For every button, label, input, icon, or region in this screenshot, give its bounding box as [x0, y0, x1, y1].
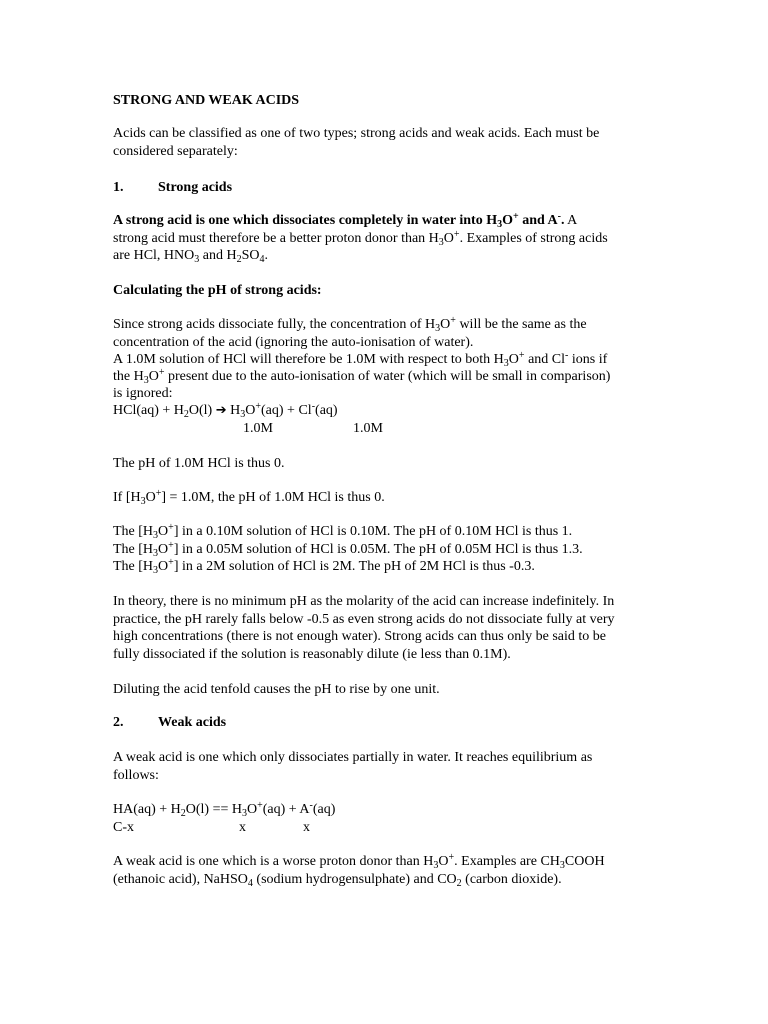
example-line-1: The $[H_3O^+]$ in a 0.10M solution of HCl is 0.10M. The pH of 0.10M HCl is thus 1.: [113, 522, 573, 541]
section-2-heading: [113, 714, 658, 731]
ph-statement: The pH of 1.0M HCl is thus 0.: [113, 456, 285, 471]
section-number: 1.: [113, 180, 124, 195]
section-1-heading: [113, 179, 658, 196]
theory-line-1: In theory, there is no minimum pH as the molarity of the acid can increase indefinitely. In: [113, 594, 615, 609]
strong-acid-examples-line: are HCl, $HNO_3$ and $H_2SO_4$.: [113, 248, 268, 265]
document-title: STRONG AND WEAK ACIDS: [113, 93, 300, 108]
weak-acid-examples-line-2: (ethanoic acid), NaHSO$_4$ (sodium hydrogensulphate) and $CO_2$ (carbon dioxide).: [113, 872, 562, 889]
section-title: Weak acids: [158, 715, 227, 730]
calc-para-line-2: concentration of the acid (ignoring the auto-ionisation of water).: [113, 335, 474, 350]
section-title: Strong acids: [158, 180, 233, 195]
calc-heading: Calculating the pH of strong acids:: [113, 283, 322, 298]
intro-line-1: Acids can be classified as one of two types; strong acids and weak acids. Each must be: [113, 126, 600, 141]
intro-line-2: considered separately:: [113, 144, 238, 159]
calc-para-line-5: is ignored:: [113, 386, 173, 401]
hcl-concentration-row: 1.0M 1.0M: [243, 421, 383, 436]
calc-para-line-1: Since strong acids dissociate fully, the concentration of $H_3O^+$ will be the same as the: [113, 315, 587, 334]
arrow-icon: ➔: [215, 403, 227, 418]
strong-acid-definition-line-1: A strong acid is one which dissociates completely in water into $H_3O^+$ and A-. A: [113, 211, 578, 230]
section-number: 2.: [113, 715, 124, 730]
weak-acid-line-2: follows:: [113, 768, 159, 783]
theory-line-2: practice, the pH rarely falls below -0.5 as even strong acids do not dissociate fully at very: [113, 612, 615, 627]
weak-acid-examples-line-1: A weak acid is one which is a worse proton donor than $H_3O^+$. Examples are $CH_3COOH$: [113, 852, 605, 871]
weak-acid-concentration-row: C-x x x: [113, 820, 310, 835]
if-statement: If $[H_3O^+] = 1.0M$, the pH of 1.0M HCl is thus 0.: [113, 488, 385, 507]
theory-line-3: high concentrations (there is not enough water). Strong acids can thus only be said to be: [113, 629, 606, 644]
calc-para-line-3: A 1.0M solution of HCl will therefore be 1.0M with respect to both $H_3O^+$ and Cl- ions if: [113, 350, 608, 369]
example-line-2: The $[H_3O^+]$ in a 0.05M solution of HCl is 0.05M. The pH of 0.05M HCl is thus 1.3.: [113, 540, 583, 559]
theory-line-4: fully dissociated if the solution is reasonably dilute (ie less than 0.1M).: [113, 647, 511, 662]
hcl-dissociation-equation: $HCl(aq) + H_2O(l)$ ➔ $H_3O^+(aq) + Cl^-(aq)$: [113, 401, 338, 420]
dilution-statement: Diluting the acid tenfold causes the pH to rise by one unit.: [113, 682, 440, 697]
weak-acid-line-1: A weak acid is one which only dissociates partially in water. It reaches equilibrium as: [113, 750, 593, 765]
strong-acid-definition-line-2: strong acid must therefore be a better proton donor than $H_3O^+$. Examples of strong acids: [113, 229, 608, 248]
calc-para-line-4: the $H_3O^+$ present due to the auto-ionisation of water (which will be small in comparison): [113, 367, 611, 386]
example-line-3: The $[H_3O^+]$ in a 2M solution of HCl is 2M. The pH of 2M HCl is thus -0.3.: [113, 557, 535, 576]
weak-acid-equation: $HA(aq) + H_2O(l) == H_3O^+(aq) + A^-(aq)$: [113, 800, 336, 819]
